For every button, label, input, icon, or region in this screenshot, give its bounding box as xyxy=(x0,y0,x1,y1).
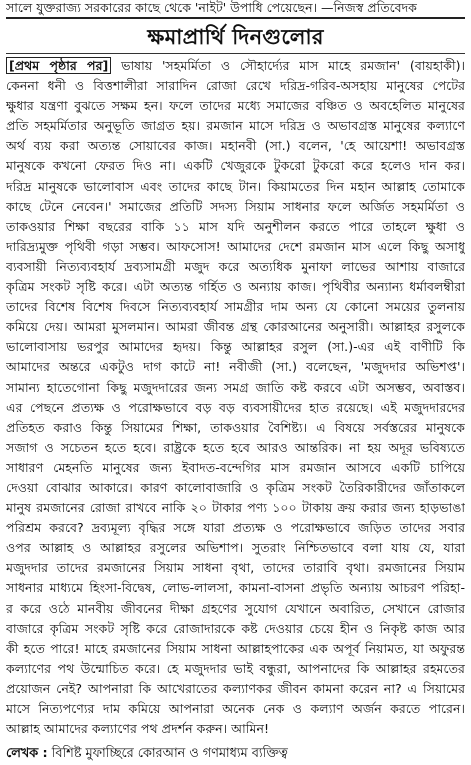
body-line xyxy=(6,56,465,76)
body-line: সজাগ ও সচেতন হতে হবে। রাষ্ট্রকে হতে হবে আরও আন্তরিক। না হয় অদূর ভবিষ্যতে xyxy=(6,439,465,455)
body-line: দেওয়া বোঝার আকারে। কারণ কালোবাজারি ও কৃত্রিম সংকট তৈরিকারীদের জাঁতাকলে xyxy=(6,479,465,495)
body-line: আমাদের অন্তরে একটুও দাগ কাটে না! নবীজী (সা.) বলেছেন, 'মজুদদার অভিশপ্ত'। xyxy=(6,359,465,375)
body-line: র করে ওঠে মানবীয় জীবনের দীক্ষা গ্রহণের সুযোগ যেখানে অবারিত, সেখানে রোজার xyxy=(6,600,465,616)
article-headline: ক্ষমাপ্রার্থি দিনগুলোর xyxy=(147,25,324,49)
previous-article-tail: সালে যুক্তরাজ্য সরকারের কাছে থেকে 'নাইট' উপাধি পেয়েছেন। —নিজস্ব প্রতিবেদক xyxy=(6,0,465,19)
body-line: মজুদদার তাদের রমজানের সিয়াম সাধনা বৃথা, তাদের তারাবি বৃথা। রমজানের সিয়াম xyxy=(6,560,465,576)
body-line: ওপর আল্লাহ ও আল্লাহর রসুলের অভিশাপ। সুতরাং নিশ্চিতভাবে বলা যায় যে, যারা xyxy=(6,540,465,556)
body-line: কী হতে পারে! মাহে রমজানের সিয়াম সাধনা আল্লাহপাকের এক অপূর্ব নিয়ামত, যা অফুরন্ত xyxy=(6,640,465,656)
body-line: তাদের বিশেষ বিশেষ দিবসে নিত্যব্যবহার্য সামগ্রীর দাম অন্য যে কোনো সময়ের তুলনায় xyxy=(6,299,465,315)
body-line: ব্যবসায়ী নিত্যব্যবহার্য দ্রব্যসামগ্রী মজুদ করে অত্যধিক মুনাফা লাভের আশায় বাজারে xyxy=(6,258,465,274)
body-line: সাধনার মাধ্যমে হিংসা-বিদ্বেষ, লোভ-লালসা, কামনা-বাসনা প্রভৃতি অন্যায় আচরণ পরিহা- xyxy=(6,580,465,596)
body-line: বাজারে কৃত্রিম সংকট সৃষ্টি করে রোজাদারকে কষ্ট দেওয়ার চেয়ে হীন ও নিকৃষ্ট কাজ আর xyxy=(6,620,465,636)
body-line-text: ভাষায় 'সহমর্মিতা ও সৌহার্দ্যের মাস মাহে রমজান' (বায়হাকী)। xyxy=(111,58,465,73)
author-byline xyxy=(6,743,465,765)
body-line: সাধারণ মেহনতি মানুষের জন্য ইবাদত-বন্দেগির মাস রমজান আসবে একটি চাপিয়ে xyxy=(6,459,465,475)
divider xyxy=(6,53,465,54)
body-line: প্রয়োজন নেই? আপনারা কি আখেরাতের কল্যাণকর জীবন কামনা করেন না? এ সিয়ামের xyxy=(6,680,465,696)
body-line: মাসে নিত্যপণ্যের দাম কমিয়ে আপনারা অনেক নেক ও কল্যাণ অর্জন করতে পারেন। xyxy=(6,701,465,716)
body-line: তাকওয়ার শিক্ষা বছরের বাকি ১১ মাস যদি অনুশীলন করতে পারে তাহলে ক্ষুধা ও xyxy=(6,218,465,234)
body-line: সামান্য হাতেগোনা কিছু মজুদদারের জন্য সমগ্র জাতি কষ্ট করবে এটা অসম্ভব, অবাস্তব। xyxy=(6,379,465,395)
body-line: অর্থ ব্যয় করা অত্যন্ত সোয়াবের কাজ। মহানবী (সা.) বলেন, 'হে আয়েশা! অভাবগ্রস্ত xyxy=(6,138,465,154)
byline-text: বিশিষ্ট মুফাচ্ছিরে কোরআন ও গণমাধ্যম ব্যক্তিত্ব xyxy=(47,746,288,762)
body-line: কেননা ধনী ও বিত্তশালীরা সারাদিন রোজা রেখে দরিদ্র-গরিব-অসহায় মানুষের পেটের xyxy=(6,78,465,94)
body-line: মানুষ রমজানের রোজা রাখবে নাকি ২০ টাকার পণ্য ১০০ টাকায় ক্রয় করার জন্য হাড়ভাঙা xyxy=(6,500,465,516)
body-line: প্রতি সহমর্মিতার অনুভূতি জাগ্রত হয়। রমজান মাসে দরিদ্র ও অভাবগ্রস্ত মানুষের কল্যাণে xyxy=(6,118,465,134)
body-line: কাছে টেনে নেবেন।' সমাজের প্রতিটি সদস্য সিয়াম সাধনার ফলে অর্জিত সহমর্মিতা ও xyxy=(6,198,465,214)
body-line: মানুষকে কখনো ফেরত দিও না। একটি খেজুরকে টুকরো টুকরো করে হলেও দান কর। xyxy=(6,158,465,174)
article-body xyxy=(6,56,465,739)
body-line: কমিয়ে দেয়। আমরা মুসলমান। আমরা জীবন্ত গ্রন্থ কোরআনের অনুসারী। আল্লাহর রসুলকে xyxy=(6,319,465,335)
body-line: এর পেছনে প্রত্যক্ষ ও পরোক্ষভাবে বড় বড় ব্যবসায়ীদের হাত রয়েছে। এই মজুদদারদের xyxy=(6,399,465,415)
body-line: আল্লাহ আমাদের কল্যাণের পথ প্রদর্শন করুন। আমিন! xyxy=(6,721,270,737)
body-line: দারিদ্র্যমুক্ত পৃথিবী গড়া সম্ভব। আফসোস! আমাদের দেশে রমজান মাস এলে কিছু অসাধু xyxy=(6,238,465,254)
body-line: পরিশ্রম করবে? দ্রব্যমূল্য বৃদ্ধির সঙ্গে যারা প্রত্যক্ষ ও পরোক্ষভাবে জড়িত তাদের সবার xyxy=(6,520,465,536)
byline-label: লেখক : xyxy=(6,746,48,762)
body-line: কৃত্রিম সংকট সৃষ্টি করে। এটা অত্যন্ত গর্হিত ও অন্যায় কাজ। পৃথিবীর অন্যান্য ধর্মাবলম্বীরা xyxy=(6,279,465,295)
body-line: দরিদ্র মানুষকে ভালোবাস এবং তাদের কাছে টান। কিয়ামতের দিন মহান আল্লাহ তোমাকে xyxy=(6,178,465,194)
body-line: ক্ষুধার যন্ত্রণা বুঝতে সক্ষম হন। ফলে তাদের মধ্যে সমাজের বঞ্চিত ও অবহেলিত মানুষের xyxy=(6,98,465,114)
body-line: কল্যাণের পথ উন্মোচিত করে। হে মজুদদার ভাই বন্ধুরা, আপনাদের কি আল্লাহর রহমতের xyxy=(6,660,465,676)
continued-label: [প্রথম পৃষ্ঠার পর] xyxy=(6,57,111,74)
body-line: প্রতিহত করাও কিন্তু সিয়ামের শিক্ষা, তাকওয়ার বৈশিষ্ট্য। এ বিষয়ে সর্বস্তরের মানুষকে xyxy=(6,419,465,435)
body-line: ভালোবাসায় ভরপুর আমাদের হৃদয়। কিন্তু আল্লাহর রসুল (সা.)-এর এই বাণীটি কি xyxy=(6,339,465,355)
